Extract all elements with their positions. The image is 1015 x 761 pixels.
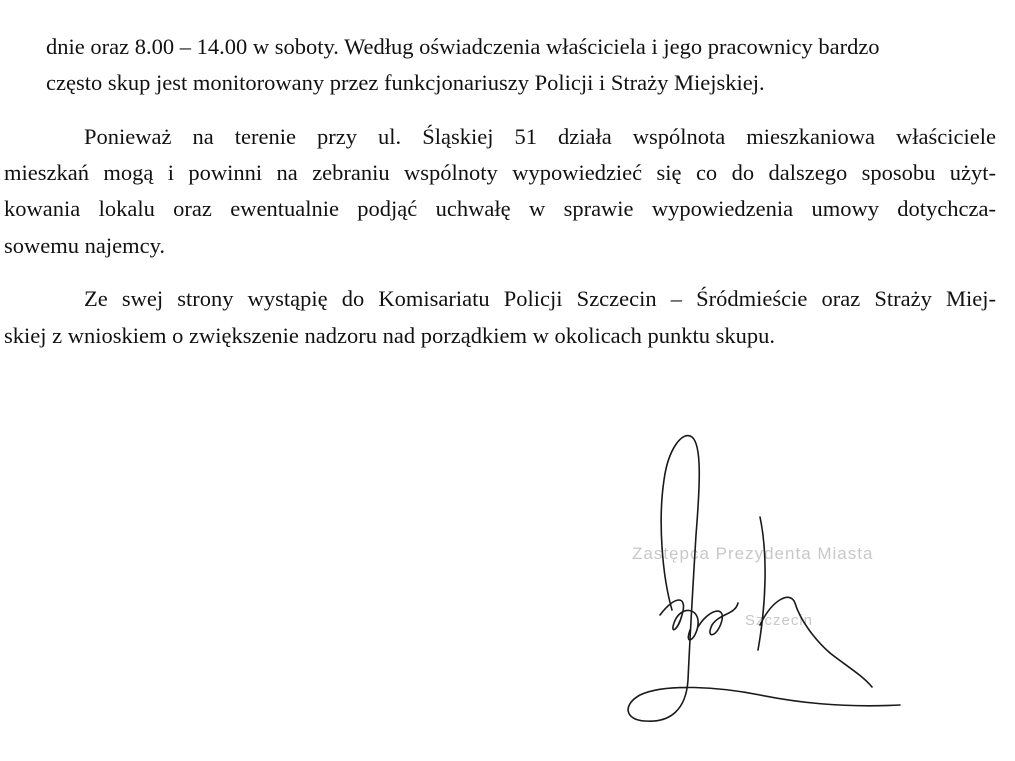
handwritten-signature — [600, 425, 910, 735]
stamp-city: Szczecin — [745, 612, 814, 629]
paragraph-3-line-1: Ze swej strony wystąpię do Komisariatu Policji Szczecin – Śródmieście oraz Straży Miej- — [84, 286, 996, 311]
paragraph-2-line-3: kowania lokalu oraz ewentualnie podjąć uchwałę w sprawie wypowiedzenia umowy dotychcza- — [4, 196, 996, 221]
paragraph-2-line-2: mieszkań mogą i powinni na zebraniu wspólnoty wypowiedzieć się co do dalszego sposobu użyt- — [4, 160, 996, 185]
paragraph-2-line-4: sowemu najemcy. — [4, 233, 165, 258]
paragraph-1-line-1: dnie oraz 8.00 – 14.00 w soboty. Według oświadczenia właściciela i jego pracownicy bardzo — [46, 34, 880, 59]
paragraph-3-line-2: skiej z wnioskiem o zwiększenie nadzoru nad porządkiem w okolicach punktu skupu. — [4, 323, 776, 348]
paragraph-2-line-1: Ponieważ na terenie przy ul. Śląskiej 51 działa wspólnota mieszkaniowa właściciele — [84, 124, 996, 149]
paragraph-1-line-2: często skup jest monitorowany przez funkcjonariuszy Policji i Straży Miejskiej. — [46, 70, 765, 95]
stamp-title: Zastępca Prezydenta Miasta — [632, 544, 874, 563]
